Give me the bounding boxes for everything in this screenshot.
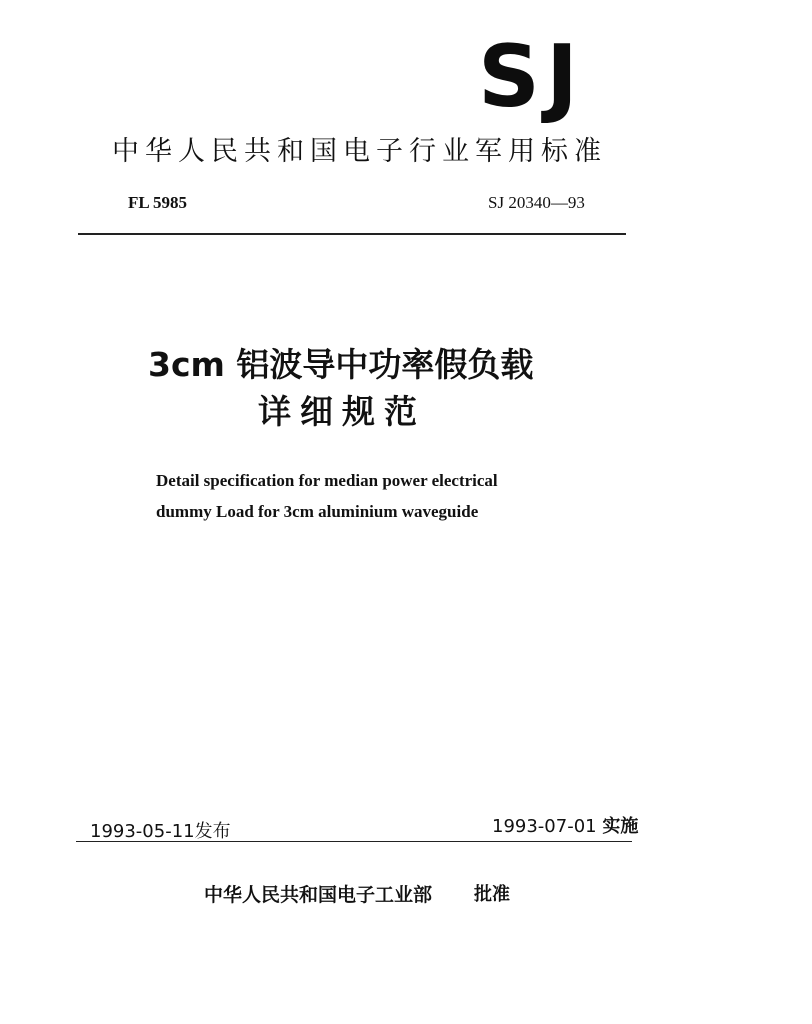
implementation-date	[492, 812, 638, 838]
sj-logo: SJ	[478, 27, 584, 127]
issue-date-value: 1993-05-11	[90, 821, 195, 842]
fl-code: FL 5985	[128, 193, 188, 212]
issue-label: 发布	[194, 821, 231, 842]
standard-title: 中华人民共和国电子行业军用标准	[112, 136, 607, 167]
approving-authority: 中华人民共和国电子工业部	[204, 884, 433, 906]
chinese-title-line-2: 详细规范	[258, 392, 426, 431]
english-title-line-1: Detail specification for median power electrical	[156, 471, 498, 490]
implementation-label: 实施	[602, 816, 639, 837]
approve-label: 批准	[474, 884, 510, 905]
sj-standard-number: SJ 20340—93	[488, 193, 585, 212]
issue-date	[90, 817, 231, 843]
header-divider	[78, 233, 626, 235]
english-title-line-2: dummy Load for 3cm aluminium waveguide	[156, 502, 479, 521]
footer-divider	[76, 841, 632, 842]
chinese-title-line-1: 3cm 铝波导中功率假负载	[148, 345, 534, 384]
implementation-date-value: 1993-07-01	[492, 816, 597, 837]
